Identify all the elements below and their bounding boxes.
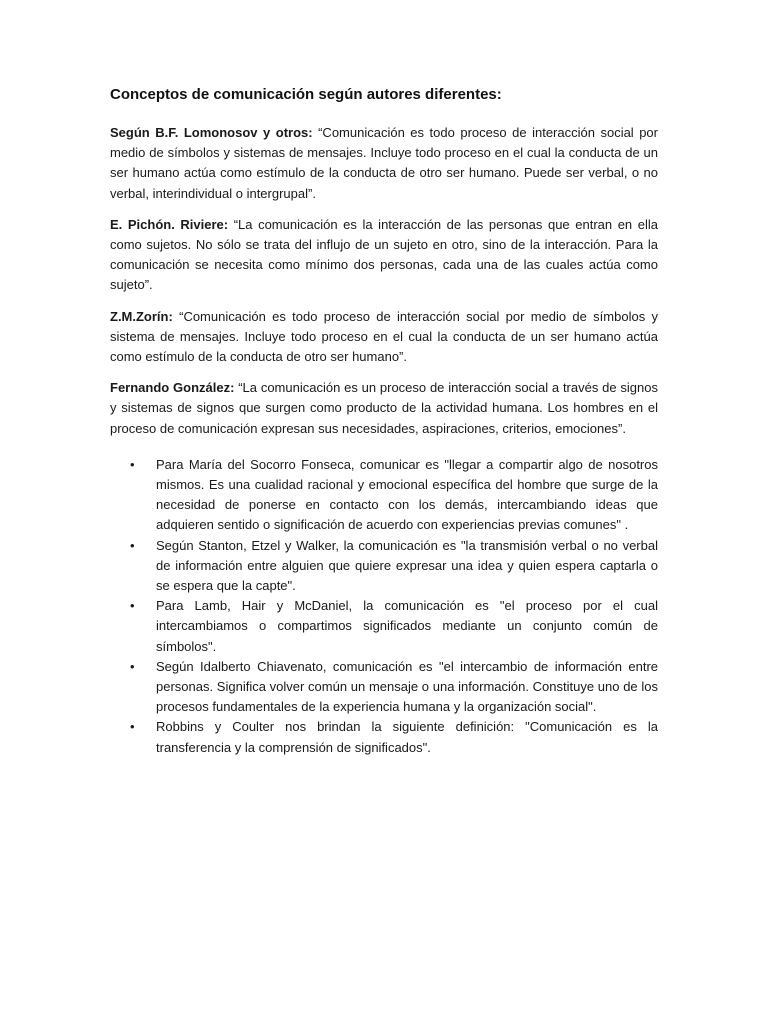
paragraph-gonzalez	[110, 378, 658, 439]
bullet-icon: •	[130, 456, 135, 472]
bullet-icon: •	[130, 719, 135, 735]
paragraph-zorin	[110, 307, 658, 368]
list-item	[110, 455, 658, 536]
paragraph-pichon-riviere	[110, 215, 658, 296]
paragraph-lomonosov	[110, 123, 658, 204]
author-name: E. Pichón. Riviere:	[110, 216, 229, 232]
author-name: Z.M.Zorín:	[110, 308, 173, 324]
list-item	[110, 657, 658, 718]
bullet-icon: •	[130, 658, 135, 674]
document-page	[110, 84, 658, 758]
document-title: Conceptos de comunicación según autores diferentes:	[110, 86, 502, 103]
bullet-icon: •	[130, 598, 135, 614]
author-name: Fernando González:	[110, 380, 235, 396]
list-item-text: Según Stanton, Etzel y Walker, la comunicación es "la transmisión verbal o no verbal de información entre alguien que quiere expresar una idea y quien espera captarla o se espera que la capte".	[156, 537, 658, 594]
list-item-text: Según Idalberto Chiavenato, comunicación es "el intercambio de información entre personas. Significa volver común un mensaje o una información. Constituye uno de los procesos fundamentales de la experiencia humana y la organización social".	[156, 658, 658, 715]
bullet-icon: •	[130, 537, 135, 553]
list-item-text: Para Lamb, Hair y McDaniel, la comunicación es "el proceso por el cual intercambiamos o compartimos significados mediante un conjunto común de símbolos".	[156, 598, 658, 654]
list-item-text: Para María del Socorro Fonseca, comunicar es "llegar a compartir algo de nosotros mismos. Es una cualidad racional y emocional específica del hombre que surge de la necesidad de ponerse en contacto con los demás, intercambiando ideas que adquieren sentido o significación de acuerdo con experiencias previas comunes" .	[156, 456, 658, 533]
list-item	[110, 536, 658, 597]
paragraph-text: “Comunicación es todo proceso de interacción social por medio de símbolos y sistemas de mensajes. Incluye todo proceso en el cual la conducta de un ser humano actúa como estímulo de la conducta de otro ser humano. Puede ser verbal, o no verbal, interindividual o intergrupal”.	[110, 125, 658, 201]
paragraph-text: “La comunicación es la interacción de las personas que entran en ella como sujetos. No sólo se trata del influjo de un sujeto en otro, sino de la interacción. Para la comunicación se necesita como mínimo dos personas, cada una de las cuales actúa como sujeto”.	[110, 216, 658, 293]
paragraph-text: “La comunicación es un proceso de interacción social a través de signos y sistemas de signos que surgen como producto de la actividad humana. Los hombres en el proceso de comunicación expresan sus necesidades, aspiraciones, criterios, emociones”.	[110, 380, 658, 436]
list-item-text: Robbins y Coulter nos brindan la siguiente definición: "Comunicación es la transferencia y la comprensión de significados".	[156, 719, 658, 755]
author-name: Según B.F. Lomonosov y otros:	[110, 125, 313, 140]
paragraph-text: “Comunicación es todo proceso de interacción social por medio de símbolos y sistema de mensajes. Incluye todo proceso en el cual la conducta de un ser humano actúa como estímulo de la conducta de otro ser humano”.	[110, 308, 658, 365]
list-item	[110, 717, 658, 757]
list-item	[110, 596, 658, 657]
bullet-list	[110, 455, 658, 758]
